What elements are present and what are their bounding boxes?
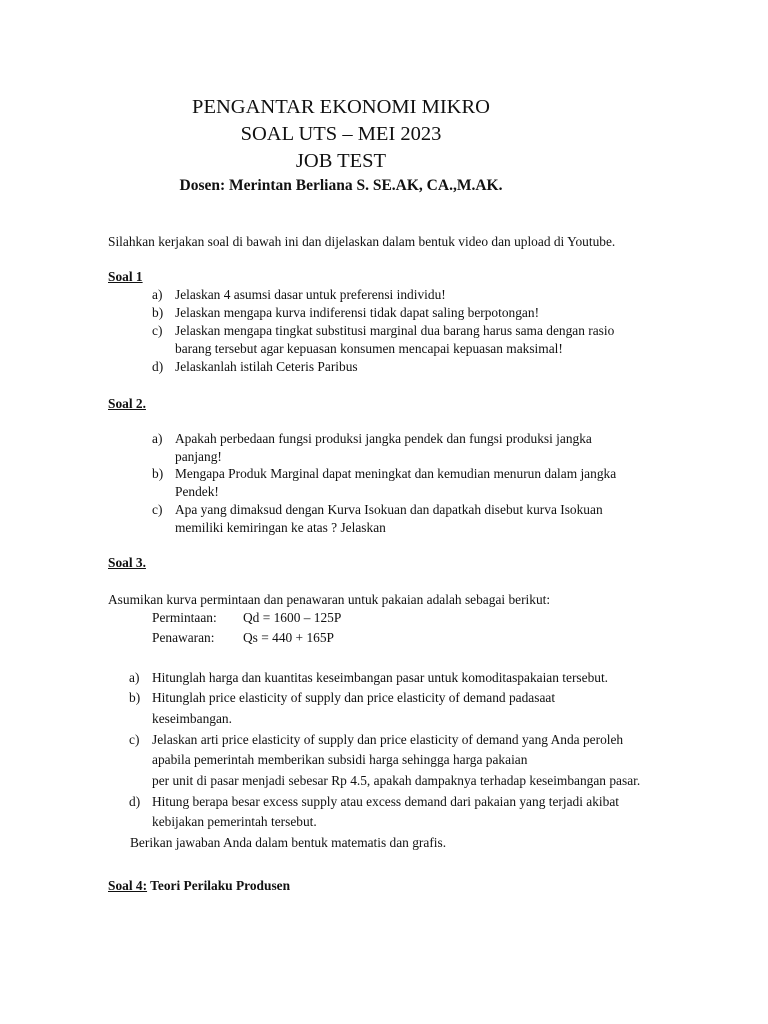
exam-subtitle: JOB TEST — [295, 150, 387, 172]
soal3-a-text: Hitunglah harga dan kuantitas keseimbangan pasar untuk komoditaspakaian tersebut. — [152, 670, 609, 685]
supply-equation: Qs = 440 + 165P — [243, 630, 334, 645]
lecturer-name: Dosen: Merintan Berliana S. SE.AK, CA.,M.AK. — [179, 177, 503, 194]
exam-title: SOAL UTS – MEI 2023 — [240, 123, 442, 145]
soal3-b-text-1: Hitunglah price elasticity of supply dan price elasticity of demand padasaat — [152, 690, 556, 705]
soal2-c-text-2: memiliki kemiringan ke atas ? Jelaskan — [175, 520, 386, 535]
soal3-b-text-2: keseimbangan. — [152, 711, 232, 726]
soal1-heading: Soal 1 — [108, 269, 143, 284]
instruction-text: Silahkan kerjakan soal di bawah ini dan dijelaskan dalam bentuk video dan upload di Youtube. — [108, 234, 616, 249]
soal2-b-text-1: Mengapa Produk Marginal dapat meningkat dan kemudian menurun dalam jangka — [175, 466, 617, 481]
soal3-closing: Berikan jawaban Anda dalam bentuk matematis dan grafis. — [130, 835, 447, 850]
demand-label: Permintaan: — [152, 610, 217, 625]
soal3-c-text-2: apabila pemerintah memberikan subsidi harga sehingga harga pakaian — [152, 752, 528, 767]
soal2-c-label: c) — [152, 502, 163, 517]
soal2-a-text-1: Apakah perbedaan fungsi produksi jangka pendek dan fungsi produksi jangka — [175, 431, 592, 446]
soal1-c-text-1: Jelaskan mengapa tingkat substitusi marginal dua barang harus sama dengan rasio — [175, 323, 615, 338]
soal3-d-text-2: kebijakan pemerintah tersebut. — [152, 814, 317, 829]
soal3-c-label: c) — [129, 732, 140, 747]
course-title: PENGANTAR EKONOMI MIKRO — [192, 96, 490, 118]
soal1-d-label: d) — [152, 359, 164, 374]
soal1-c-text-2: barang tersebut agar kepuasan konsumen mencapai kepuasan maksimal! — [175, 341, 563, 356]
soal3-c-text-1: Jelaskan arti price elasticity of supply dan price elasticity of demand yang Anda peroleh — [152, 732, 624, 747]
soal3-c-text-3: per unit di pasar menjadi sebesar Rp 4.5, apakah dampaknya terhadap keseimbangan pasar. — [152, 773, 641, 788]
supply-label: Penawaran: — [152, 630, 215, 645]
soal3-heading: Soal 3. — [108, 555, 146, 570]
soal3-b-label: b) — [129, 690, 141, 705]
soal4-title: Teori Perilaku Produsen — [150, 878, 291, 893]
soal4-line — [108, 877, 290, 895]
soal1-a-text: Jelaskan 4 asumsi dasar untuk preferensi individu! — [175, 287, 446, 302]
soal2-a-text-2: panjang! — [175, 449, 222, 464]
soal3-intro: Asumikan kurva permintaan dan penawaran untuk pakaian adalah sebagai berikut: — [108, 592, 551, 607]
soal1-c-label: c) — [152, 323, 163, 338]
soal2-c-text-1: Apa yang dimaksud dengan Kurva Isokuan dan dapatkah disebut kurva Isokuan — [175, 502, 603, 517]
soal1-b-label: b) — [152, 305, 164, 320]
soal2-b-label: b) — [152, 466, 164, 481]
soal1-a-label: a) — [152, 287, 163, 302]
soal1-d-text: Jelaskanlah istilah Ceteris Paribus — [175, 359, 358, 374]
soal2-a-label: a) — [152, 431, 163, 446]
soal3-d-label: d) — [129, 794, 141, 809]
soal3-d-text-1: Hitung berapa besar excess supply atau excess demand dari pakaian yang terjadi akibat — [152, 794, 620, 809]
soal2-heading: Soal 2. — [108, 396, 146, 411]
soal1-b-text: Jelaskan mengapa kurva indiferensi tidak dapat saling berpotongan! — [175, 305, 540, 320]
soal2-b-text-2: Pendek! — [175, 484, 219, 499]
soal3-a-label: a) — [129, 670, 140, 685]
soal4-heading: Soal 4: — [108, 878, 148, 893]
demand-equation: Qd = 1600 – 125P — [243, 610, 342, 625]
